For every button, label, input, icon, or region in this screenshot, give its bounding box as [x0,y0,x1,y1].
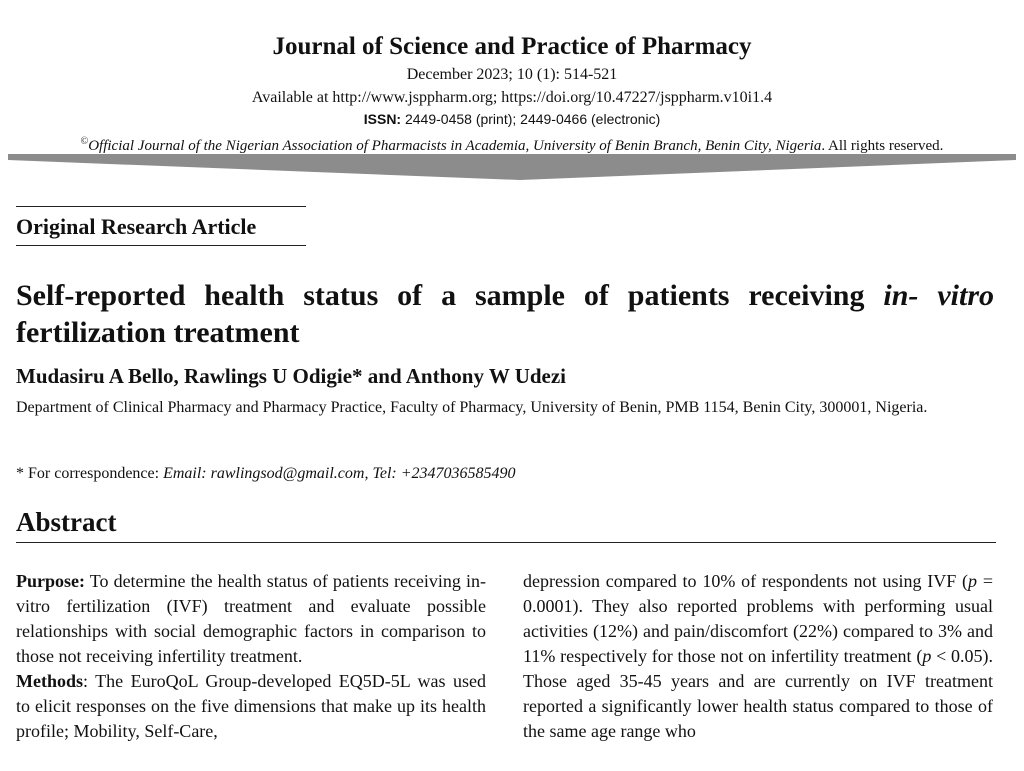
methods-label: Methods [16,671,83,691]
header-banner-arrow [0,154,1024,184]
results-text-2: = 0.0001). They also reported problems with performing usual activities (12%) and pain/discomfort (22%) compared to 3% and 11% respectively for those not on infertility treatment ( [523,571,993,666]
results-paragraph [523,569,993,744]
author-list: Mudasiru A Bello, Rawlings U Odigie* and Anthony W Udezi [16,364,567,388]
title-part-2: fertilization treatment [16,316,300,349]
results-text-1: depression compared to 10% of respondents not using IVF ( [523,571,969,591]
purpose-paragraph [16,569,486,669]
availability-line: Available at http://www.jsppharm.org; https://doi.org/10.47227/jsppharm.v10i1.4 [251,89,773,106]
title-part-1: Self-reported health status of a sample of patients receiving [16,279,884,312]
correspondence [16,463,516,485]
correspondence-contact: Email: rawlingsod@gmail.com, Tel: +2347036585490 [163,465,516,482]
correspondence-label: * For correspondence: [16,465,164,482]
purpose-text: To determine the health status of patients receiving in-vitro fertilization (IVF) treatment and evaluate possible relationships with social demographic factors in comparison to those not receiving infertility treatment. [16,571,486,666]
issn-line [0,111,1024,128]
p-value-symbol-2: p [922,646,932,666]
issue-line: December 2023; 10 (1): 514-521 [406,66,618,83]
purpose-label: Purpose: [16,571,85,591]
methods-paragraph [16,669,486,744]
copyright-line [0,133,1024,155]
journal-title: Journal of Science and Practice of Pharmacy [272,33,752,60]
copyright-symbol: © [80,136,89,147]
banner-arrow-shape [8,154,1016,180]
title-italic-2: vitro [937,279,994,312]
title-italic-1: in- [883,279,919,312]
abstract-heading: Abstract [16,505,996,543]
results-text-3: < 0.05). Those aged 35-45 years and are currently on IVF treatment reported a significantly lower health status compared to those of the same age range who [523,646,993,741]
abstract-right-column [523,569,993,744]
issn-label: ISSN: [363,111,402,127]
copyright-text: Official Journal of the Nigerian Association of Pharmacists in Academia, University of Benin Branch, Benin City, Nigeria [88,138,822,154]
issn-value: 2449-0458 (print); 2449-0466 (electronic) [404,111,661,127]
abstract-left-column [16,569,486,744]
p-value-symbol-1: p [968,571,978,591]
article-type-label: Original Research Article [16,206,306,246]
copyright-suffix: . All rights reserved. [821,138,944,154]
methods-text: : The EuroQoL Group-developed EQ5D-5L was used to elicit responses on the five dimensions that make up its health profile; Mobility, Self-Care, [16,671,486,741]
affiliation: Department of Clinical Pharmacy and Pharmacy Practice, Faculty of Pharmacy, University of Benin, PMB 1154, Benin City, 300001, Nigeria. [16,399,928,416]
paper-title [16,277,994,351]
